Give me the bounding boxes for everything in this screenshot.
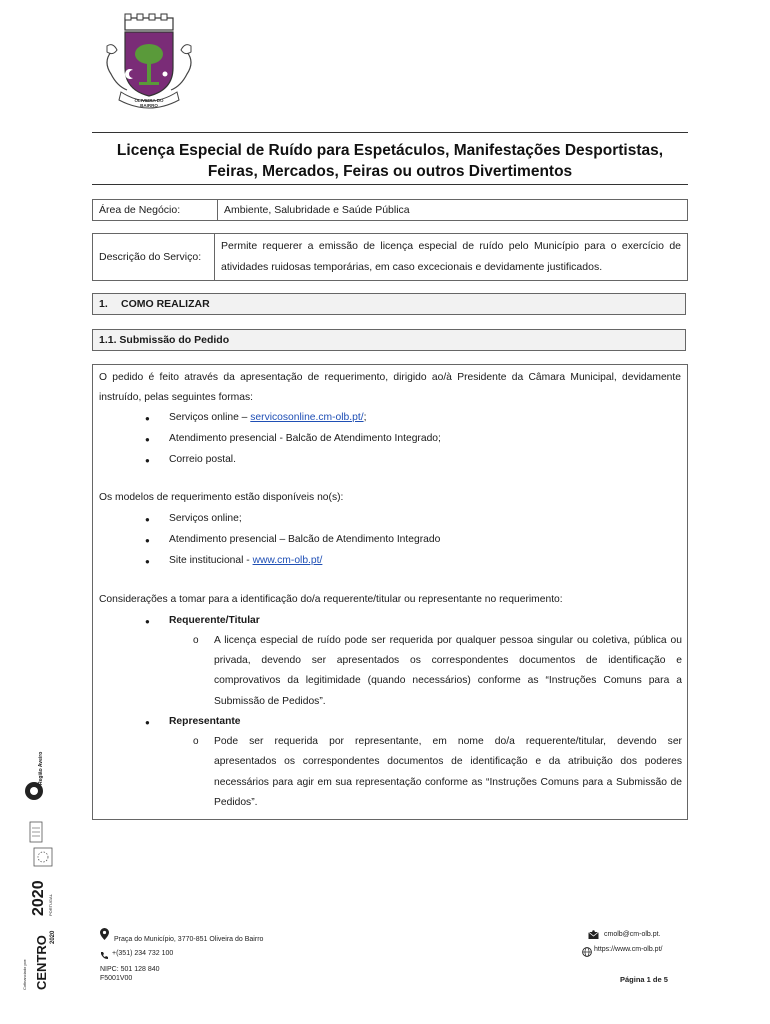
models-intro: Os modelos de requerimento estão disponíveis no(s): bbox=[99, 492, 344, 503]
bullet-icon: ● bbox=[145, 557, 150, 566]
representante-title: Representante bbox=[169, 716, 241, 727]
circle-bullet-icon: o bbox=[193, 736, 199, 747]
business-area-value: Ambiente, Salubridade e Saúde Pública bbox=[218, 200, 688, 221]
subsection-submissao bbox=[92, 329, 686, 351]
representante-line-1: Pode ser requerida por representante, em nome do/a requerente/titular, devendo ser bbox=[214, 736, 682, 747]
form-item-correio: Correio postal. bbox=[169, 454, 236, 465]
submission-content-box bbox=[92, 364, 688, 820]
requerente-title: Requerente/Titular bbox=[169, 615, 260, 626]
bullet-icon: ● bbox=[145, 536, 150, 545]
title-line-2: Feiras, Mercados, Feiras ou outros Divertimentos bbox=[207, 163, 573, 180]
service-description-table bbox=[92, 233, 688, 281]
requerente-line-3: comprovativos da legitimidade (quando necessários) conforme as “Instruções Comuns para a bbox=[214, 675, 682, 686]
municipality-crest-logo bbox=[97, 12, 201, 116]
title-bottom-rule bbox=[92, 184, 688, 185]
model-item-presencial: Atendimento presencial – Balcão de Atendimento Integrado bbox=[169, 534, 441, 545]
footer-email[interactable]: cmolb@cm-olb.pt. bbox=[604, 931, 661, 938]
service-description-line-1: Permite requerer a emissão de licença especial de ruído pelo Município para o exercício de bbox=[221, 240, 681, 252]
centro-2020-logo: Cofinanciado por: CENTRO 2020 bbox=[22, 930, 56, 990]
considerations-text: Considerações a tomar para a identificação do/a requerente/titular ou representante no requerimento: bbox=[99, 594, 563, 605]
model-item-site: Site institucional - www.cm-olb.pt/ bbox=[169, 555, 323, 566]
footer-form-code: F5001V00 bbox=[100, 975, 133, 982]
requerente-line-2: privada, devendo ser apresentados os correspondentes documentos de identificação e bbox=[214, 655, 682, 666]
bullet-icon: ● bbox=[145, 515, 150, 524]
business-area-table bbox=[92, 199, 688, 221]
bullet-icon: ● bbox=[145, 435, 150, 444]
requerente-line-4: Submissão de Pedidos”. bbox=[214, 696, 326, 707]
location-pin-icon bbox=[100, 928, 109, 943]
bullet-icon: ● bbox=[145, 617, 150, 626]
regiao-aveiro-logo: Região Aveiro bbox=[20, 765, 60, 815]
operational-program-logo bbox=[20, 818, 60, 846]
phone-icon bbox=[100, 947, 109, 965]
title-top-rule bbox=[92, 132, 688, 133]
crest-banner-text: OLIVEIRA DO BAIRRO bbox=[134, 98, 164, 108]
footer-website[interactable]: https://www.cm-olb.pt/ bbox=[594, 946, 663, 953]
footer-phone: +(351) 234 732 100 bbox=[112, 950, 174, 957]
section-number: 1. bbox=[99, 298, 108, 310]
form-item-online: Serviços online – servicosonline.cm-olb.pt/; bbox=[169, 412, 367, 423]
service-description-label: Descrição do Serviço: bbox=[93, 234, 215, 281]
footer-nipc: NIPC: 501 128 840 bbox=[100, 966, 160, 973]
business-area-label: Área de Negócio: bbox=[93, 200, 218, 221]
service-description-line-2: atividades ruidosas temporárias, em caso excecionais e devidamente justificados. bbox=[221, 261, 603, 273]
subsection-title: 1.1. Submissão do Pedido bbox=[99, 334, 230, 346]
bullet-icon: ● bbox=[145, 456, 150, 465]
globe-icon bbox=[582, 944, 592, 962]
model-item-online: Serviços online; bbox=[169, 513, 242, 524]
service-description-value bbox=[215, 234, 688, 281]
representante-line-2: apresentados os correspondentes documentos de identificação e da atribuição dos poderes bbox=[214, 756, 682, 767]
representante-line-4: Pedidos”. bbox=[214, 797, 258, 808]
requerente-line-1: A licença especial de ruído pode ser requerida por qualquer pessoa singular ou coletiva, pública ou bbox=[214, 635, 682, 646]
form-item-presencial: Atendimento presencial - Balcão de Atendimento Integrado; bbox=[169, 433, 441, 444]
servicos-online-link[interactable]: servicosonline.cm-olb.pt/ bbox=[250, 412, 364, 423]
intro-line-1: O pedido é feito através da apresentação de requerimento, dirigido ao/à Presidente da Câmara Municipal, devidamente bbox=[99, 372, 681, 383]
email-icon bbox=[588, 927, 599, 945]
bullet-icon: ● bbox=[145, 718, 150, 727]
circle-bullet-icon: o bbox=[193, 635, 199, 646]
site-institucional-link[interactable]: www.cm-olb.pt/ bbox=[252, 555, 323, 566]
intro-line-2: instruído, pelas seguintes formas: bbox=[99, 392, 253, 403]
page-title bbox=[92, 140, 688, 182]
footer-address: Praça do Município, 3770-851 Oliveira do Bairro bbox=[114, 936, 264, 943]
page-number: Página 1 de 5 bbox=[620, 975, 668, 984]
bullet-icon: ● bbox=[145, 414, 150, 423]
portugal-2020-logo: 2020 PORTUGAL bbox=[30, 880, 53, 916]
section-title: COMO REALIZAR bbox=[121, 298, 210, 310]
title-line-1: Licença Especial de Ruído para Espetáculos, Manifestações Desportistas, bbox=[116, 142, 664, 159]
representante-line-3: necessários para agir em sua representação conforme as “Instruções Comuns para a Submissão de bbox=[214, 777, 682, 788]
eu-flag-logo bbox=[20, 846, 60, 872]
section-como-realizar bbox=[92, 293, 686, 315]
